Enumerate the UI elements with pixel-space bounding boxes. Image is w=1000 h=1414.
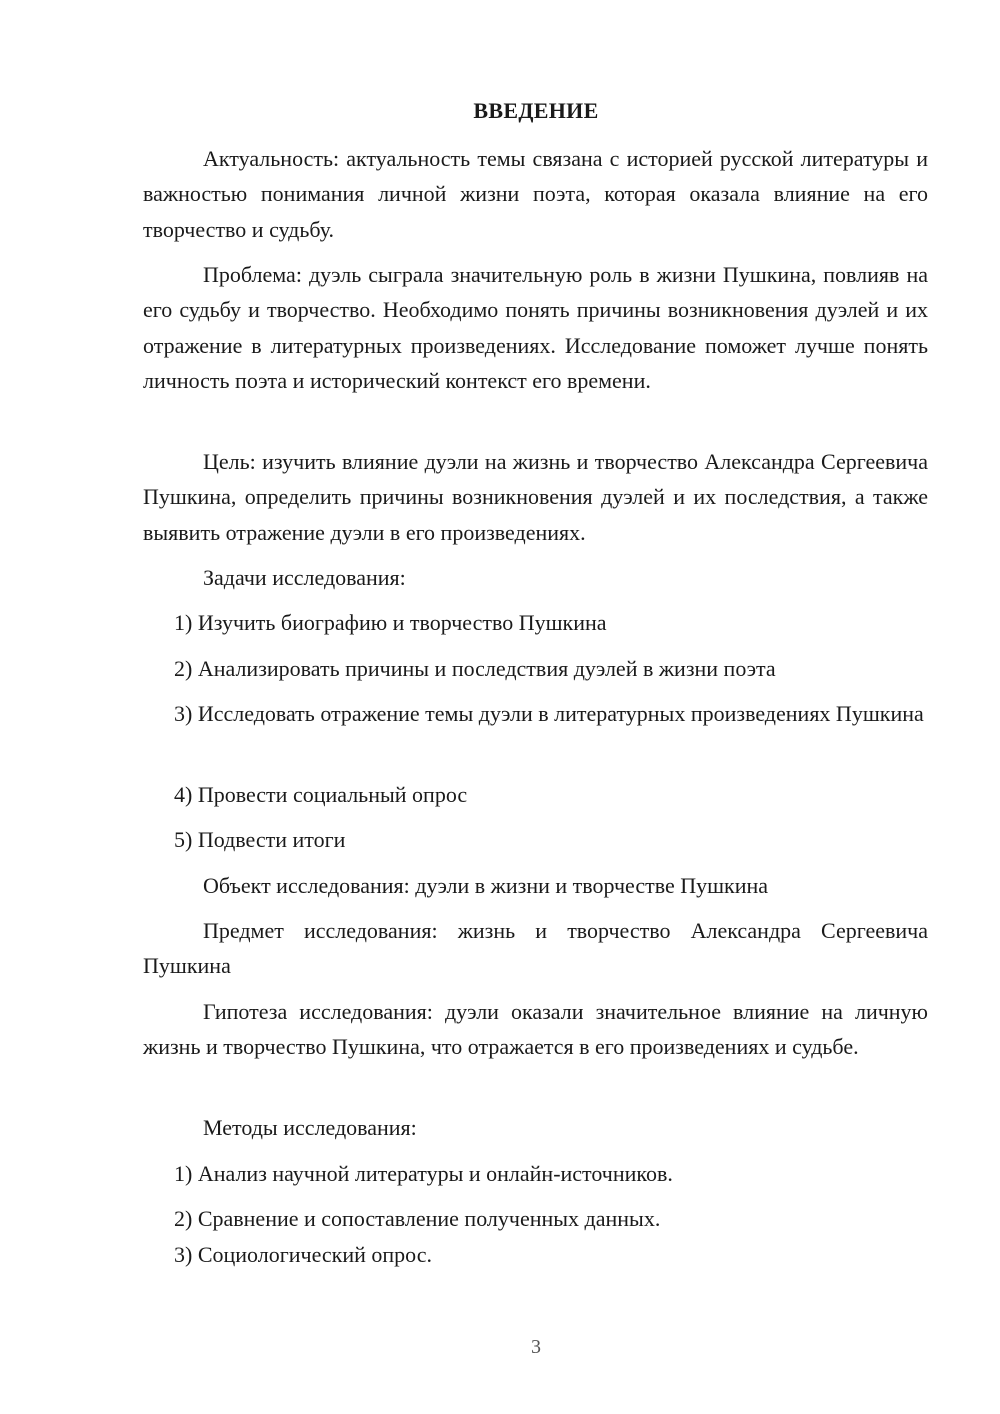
methods-heading: Методы исследования:: [203, 1115, 417, 1140]
relevance-paragraph: Актуальность: актуальность темы связана с историей русской литературы и важностью понимания личной жизни поэта, которая оказала влияние на его творчество и судьбу.: [143, 146, 928, 242]
section-heading: ВВЕДЕНИЕ: [473, 98, 599, 123]
hypothesis-paragraph: Гипотеза исследования: дуэли оказали значительное влияние на личную жизнь и творчество Пушкина, что отражается в его произведениях и судьбе.: [143, 999, 928, 1060]
method-item: 1) Анализ научной литературы и онлайн-источников.: [174, 1161, 673, 1186]
method-item: 3) Социологический опрос.: [174, 1242, 432, 1267]
object-paragraph: Объект исследования: дуэли в жизни и творчестве Пушкина: [203, 873, 769, 898]
method-item: 2) Сравнение и сопоставление полученных данных.: [174, 1206, 661, 1231]
page-number: 3: [531, 1336, 541, 1358]
problem-paragraph: Проблема: дуэль сыграла значительную роль в жизни Пушкина, повлияв на его судьбу и творчество. Необходимо понять причины возникновения дуэлей и их отражение в литературных произведениях. Исследование поможет лучше понять личность поэта и исторический контекст его времени.: [143, 262, 928, 393]
tasks-heading: Задачи исследования:: [203, 565, 406, 590]
subject-paragraph: Предмет исследования: жизнь и творчество Александра Сергеевича Пушкина: [143, 918, 928, 979]
goal-paragraph: Цель: изучить влияние дуэли на жизнь и творчество Александра Сергеевича Пушкина, определить причины возникновения дуэлей и их последствия, а также выявить отражение дуэли в его произведениях.: [143, 449, 928, 545]
task-item: 3) Исследовать отражение темы дуэли в литературных произведениях Пушкина: [174, 701, 924, 726]
task-item: 1) Изучить биографию и творчество Пушкина: [174, 610, 607, 635]
task-item: 4) Провести социальный опрос: [174, 782, 468, 807]
task-item: 5) Подвести итоги: [174, 827, 346, 852]
task-item: 2) Анализировать причины и последствия дуэлей в жизни поэта: [174, 656, 776, 681]
